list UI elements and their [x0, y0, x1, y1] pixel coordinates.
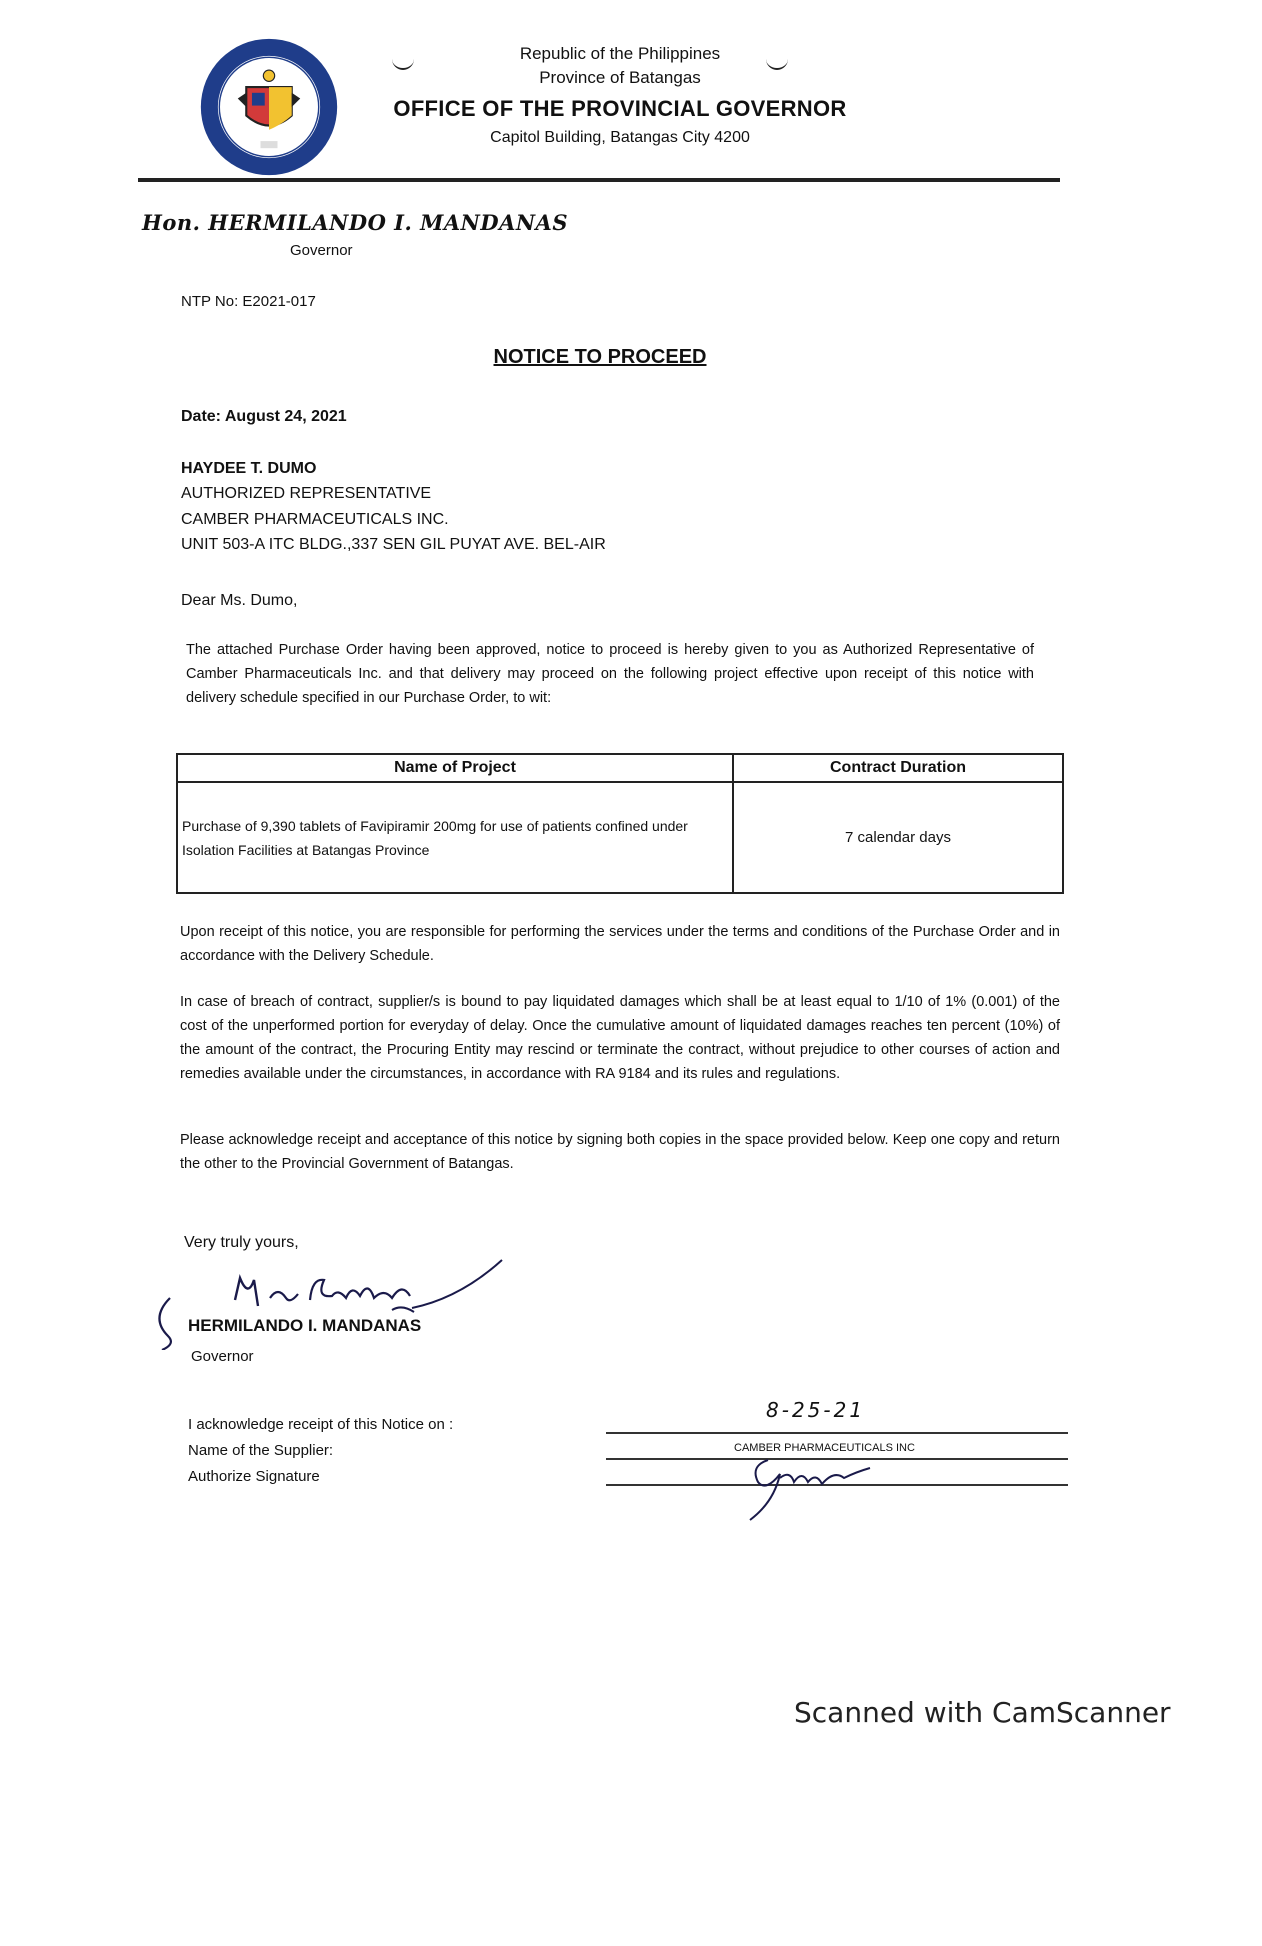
cell-project-name: Purchase of 9,390 tablets of Favipiramir 200mg for use of patients confined under Isolation Facilities at Batangas Province [177, 782, 733, 893]
header-name-of-project: Name of Project [177, 754, 733, 782]
ack-supplier-value: CAMBER PHARMACEUTICALS INC [734, 1442, 915, 1454]
provincial-seal-icon [198, 36, 340, 178]
header-contract-duration: Contract Duration [733, 754, 1063, 782]
ack-signature-label: Authorize Signature [188, 1468, 320, 1485]
governor-name: Hon. HERMILANDO I. MANDANAS [142, 210, 569, 235]
ack-date-line [606, 1432, 1068, 1434]
addressee-name: HAYDEE T. DUMO [181, 460, 317, 477]
document-date: Date: August 24, 2021 [181, 408, 347, 425]
ack-date-value: 8-25-21 [766, 1398, 866, 1422]
project-table [176, 753, 1064, 894]
body-paragraph-1: The attached Purchase Order having been approved, notice to proceed is hereby given to you as Authorized Representative of Camber Pharmaceuticals Inc. and that delivery may proceed on the following project effective upon receipt of this notice with delivery schedule specified in our Purchase Order, to wit: [186, 642, 1034, 706]
cell-contract-duration: 7 calendar days [733, 782, 1063, 893]
ack-receipt-label: I acknowledge receipt of this Notice on : [188, 1416, 454, 1433]
addressee-address: UNIT 503-A ITC BLDG.,337 SEN GIL PUYAT AVE. BEL-AIR [181, 536, 606, 553]
body-paragraph-4: Please acknowledge receipt and acceptance of this notice by signing both copies in the space provided below. Keep one copy and return the other to the Provincial Government of Batangas. [180, 1132, 1060, 1172]
scanner-watermark: Scanned with CamScanner [794, 1696, 1171, 1729]
body-paragraph-3: In case of breach of contract, supplier/s is bound to pay liquidated damages which shall be at least equal to 1/10 of 1% (0.001) of the cost of the unperformed portion for everyday of delay. Once the cumulative amount of liquidated damages reaches ten percent (10%) of the amount of the contract, the Procuring Entity may rescind or terminate the contract, without prejudice to other courses of action and remedies available under the circumstances, in accordance with RA 9184 and its rules and regulations. [180, 994, 1060, 1082]
header-republic: Republic of the Philippines [519, 44, 721, 63]
governor-title: Governor [290, 242, 353, 259]
ack-supplier-label: Name of the Supplier: [188, 1442, 334, 1459]
header-divider [138, 178, 1060, 182]
header-address: Capitol Building, Batangas City 4200 [490, 129, 750, 146]
ntp-number: NTP No: E2021-017 [181, 293, 316, 310]
signer-name: HERMILANDO I. MANDANAS [188, 1316, 422, 1335]
header-office: OFFICE OF THE PROVINCIAL GOVERNOR [393, 96, 847, 121]
closing: Very truly yours, [184, 1234, 299, 1251]
salutation: Dear Ms. Dumo, [181, 592, 298, 609]
signer-title: Governor [191, 1348, 254, 1365]
table-row [177, 782, 1063, 893]
addressee-company: CAMBER PHARMACEUTICALS INC. [181, 511, 449, 528]
table-header-row [177, 754, 1063, 782]
addressee-role: AUTHORIZED REPRESENTATIVE [181, 485, 432, 502]
body-paragraph-2: Upon receipt of this notice, you are responsible for performing the services under the terms and conditions of the Purchase Order and in accordance with the Delivery Schedule. [180, 924, 1060, 964]
header-province: Province of Batangas [539, 68, 701, 87]
document-title: NOTICE TO PROCEED [493, 346, 707, 368]
handwritten-initials-icon [740, 1452, 890, 1522]
handwritten-signature-icon [140, 1258, 520, 1350]
